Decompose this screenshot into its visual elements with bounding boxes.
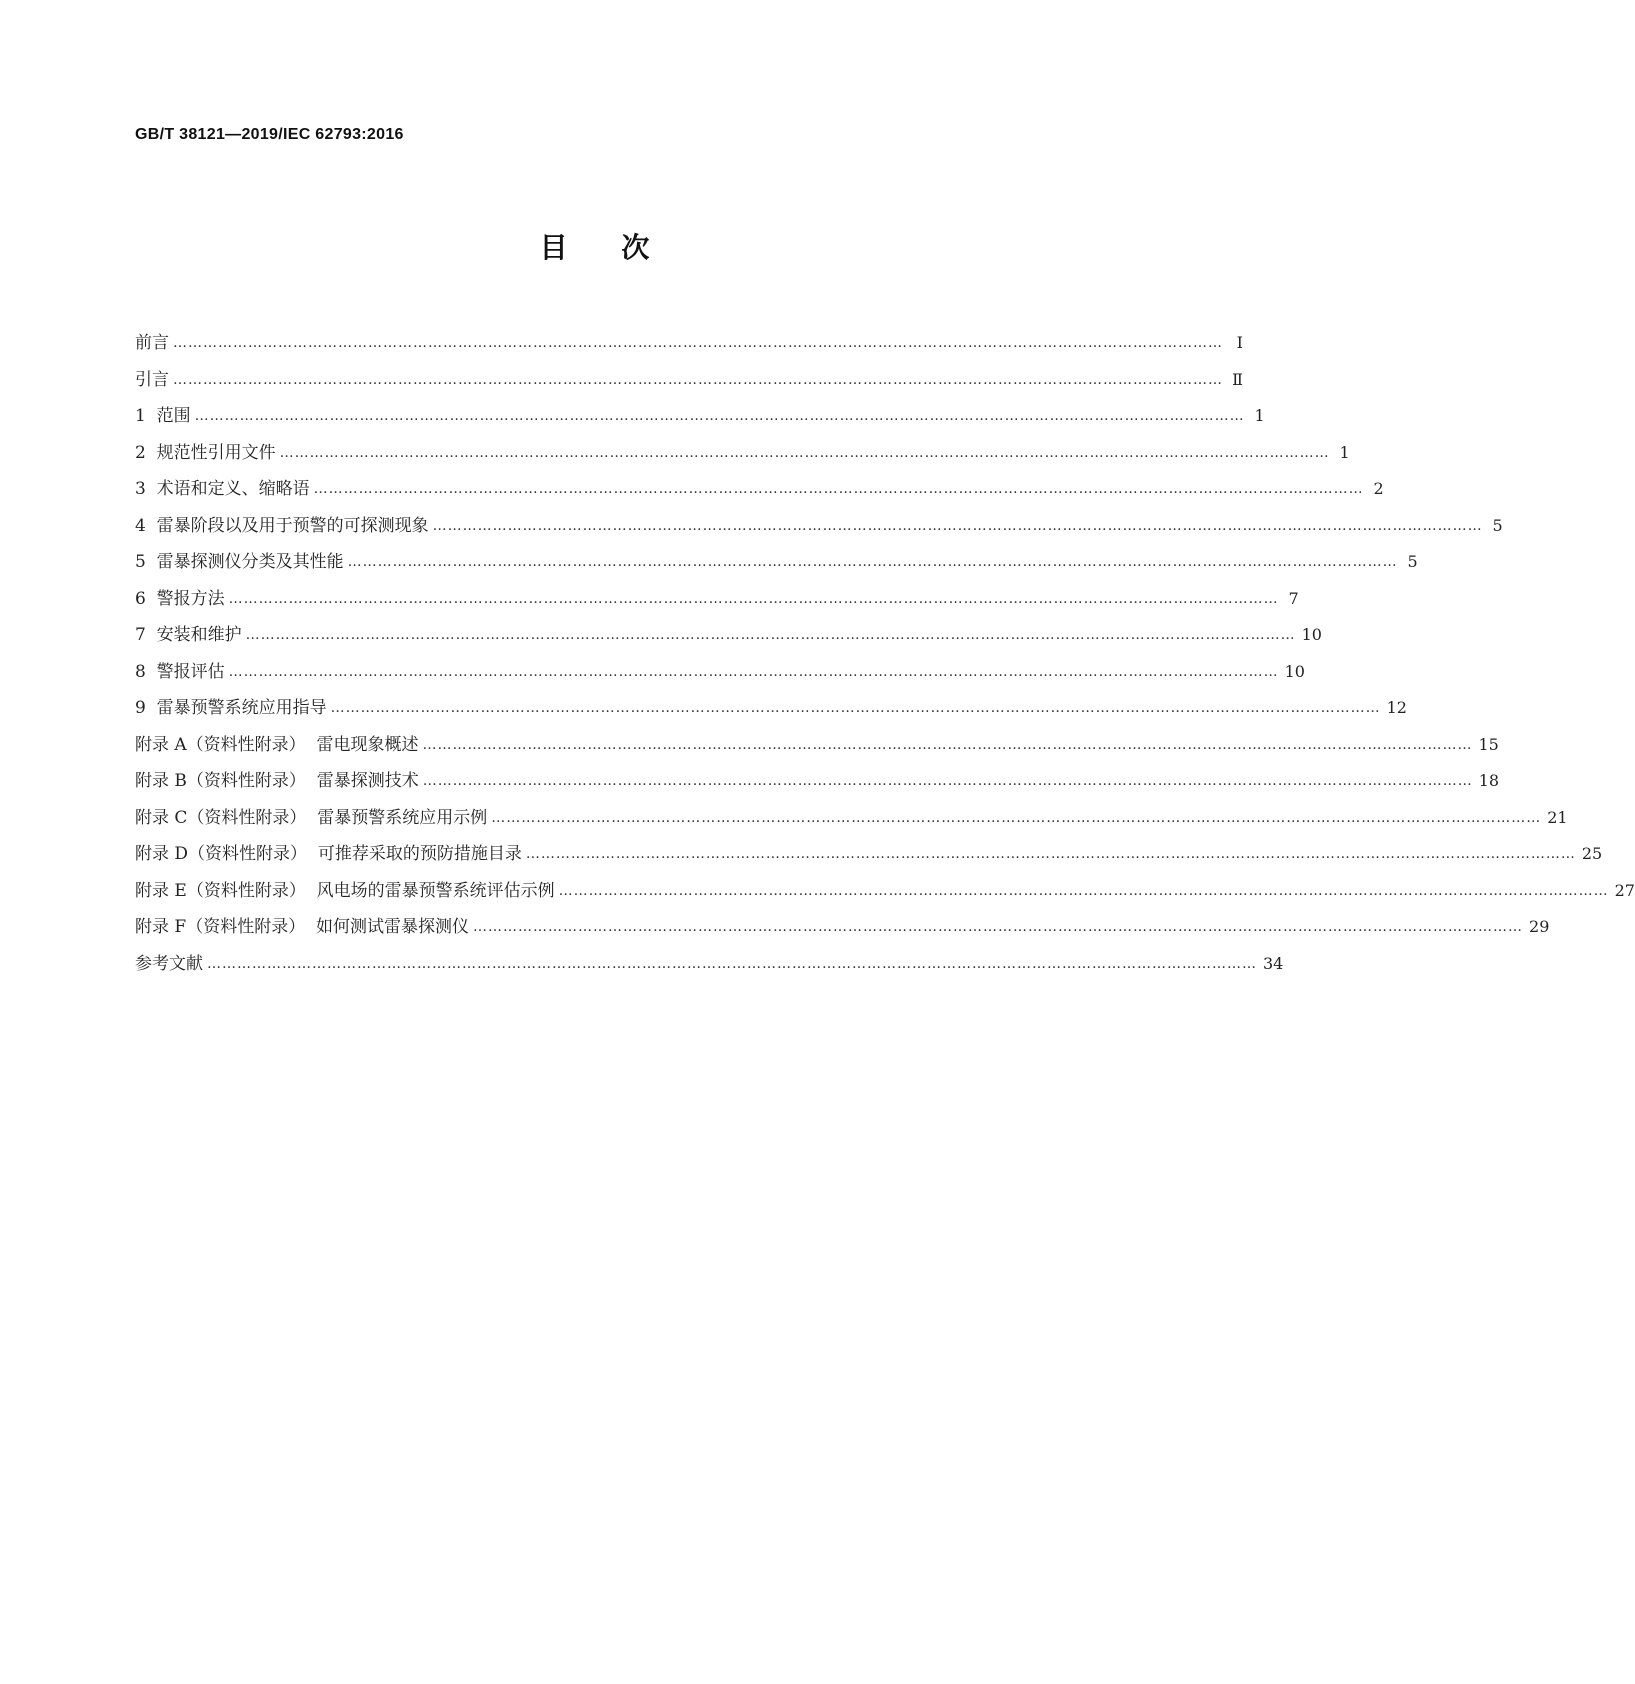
toc-page-number: Ⅰ [1236, 333, 1243, 353]
toc-leader-dots: ………………………………………………………………………………………………………………………………………………………………………………………… [173, 371, 1223, 388]
toc-entry-4[interactable] [135, 508, 1503, 545]
standard-code-header: GB/T 38121—2019/IEC 62793:2016 [135, 126, 404, 143]
toc-leader-dots: ………………………………………………………………………………………………………………………………………………………………………………………… [228, 663, 1279, 680]
toc-entry-label: 4 雷暴阶段以及用于预警的可探测现象 [135, 515, 429, 536]
toc-leader-dots: ………………………………………………………………………………………………………………………………………………………………………………………… [422, 773, 1473, 790]
toc-leader-dots: ………………………………………………………………………………………………………………………………………………………………………………………… [347, 554, 1398, 571]
toc-entry-label: 附录 C（资料性附录） 雷暴预警系统应用示例 [135, 807, 488, 828]
toc-entry-appendix-f[interactable] [135, 909, 1550, 946]
toc-page-number: 7 [1288, 588, 1299, 608]
toc-leader-dots: ………………………………………………………………………………………………………………………………………………………………………………………… [473, 919, 1524, 936]
toc-entry-3[interactable] [135, 471, 1384, 508]
toc-entry-appendix-b[interactable] [135, 763, 1500, 800]
toc-leader-dots: ………………………………………………………………………………………………………………………………………………………………………………………… [491, 809, 1542, 826]
toc-page-number: 34 [1263, 953, 1284, 973]
toc-page-number: 27 [1614, 880, 1635, 900]
toc-page-number: 10 [1301, 625, 1322, 645]
toc-leader-dots: ………………………………………………………………………………………………………………………………………………………………………………………… [525, 846, 1576, 863]
toc-entry-label: 1 范围 [135, 406, 191, 427]
toc-page-number: 10 [1284, 661, 1305, 681]
toc-entry-label: 3 术语和定义、缩略语 [135, 479, 310, 500]
toc-entry-label: 附录 A（资料性附录） 雷电现象概述 [135, 734, 419, 755]
toc-entry-2[interactable] [135, 435, 1350, 472]
toc-leader-dots: ………………………………………………………………………………………………………………………………………………………………………………………… [207, 955, 1257, 972]
toc-entry-label: 2 规范性引用文件 [135, 442, 276, 463]
toc-leader-dots: ………………………………………………………………………………………………………………………………………………………………………………………… [279, 444, 1330, 461]
page-title: 目 次 [539, 231, 652, 264]
toc-page-number: Ⅱ [1232, 369, 1243, 389]
toc-entry-label: 附录 B（资料性附录） 雷暴探测技术 [135, 771, 419, 792]
toc-entry-label: 8 警报评估 [135, 661, 225, 682]
toc-entry-appendix-e[interactable] [135, 873, 1635, 910]
toc-leader-dots: ………………………………………………………………………………………………………………………………………………………………………………………… [313, 481, 1364, 498]
toc-entry-label: 前言 [135, 333, 169, 354]
toc-leader-dots: ………………………………………………………………………………………………………………………………………………………………………………………… [245, 627, 1296, 644]
toc-page-number: 12 [1386, 698, 1407, 718]
toc-page-number: 1 [1339, 442, 1350, 462]
toc-page-number: 18 [1478, 771, 1500, 791]
toc-page-number: 2 [1373, 479, 1384, 499]
toc-entry-9[interactable] [135, 690, 1407, 727]
toc-entry-appendix-d[interactable] [135, 836, 1603, 873]
toc-leader-dots: ………………………………………………………………………………………………………………………………………………………………………………………… [330, 700, 1381, 717]
toc-leader-dots: ………………………………………………………………………………………………………………………………………………………………………………………… [194, 408, 1245, 425]
table-of-contents [135, 325, 1635, 982]
toc-leader-dots: ………………………………………………………………………………………………………………………………………………………………………………………… [228, 590, 1279, 607]
toc-leader-dots: ………………………………………………………………………………………………………………………………………………………………………………………… [422, 736, 1473, 753]
toc-page-number: 1 [1254, 406, 1265, 426]
toc-page-number: 15 [1478, 734, 1499, 754]
toc-leader-dots: ………………………………………………………………………………………………………………………………………………………………………………………… [173, 335, 1223, 352]
toc-entry-label: 附录 F（资料性附录） 如何测试雷暴探测仪 [135, 917, 470, 938]
toc-entry-label: 5 雷暴探测仪分类及其性能 [135, 552, 344, 573]
toc-entry-label: 附录 D（资料性附录） 可推荐采取的预防措施目录 [135, 844, 522, 865]
toc-entry-foreword[interactable] [135, 325, 1243, 362]
toc-entry-label: 引言 [135, 369, 169, 390]
toc-entry-label: 6 警报方法 [135, 588, 225, 609]
toc-entry-1[interactable] [135, 398, 1265, 435]
toc-entry-5[interactable] [135, 544, 1418, 581]
toc-entry-8[interactable] [135, 654, 1305, 691]
toc-entry-introduction[interactable] [135, 362, 1243, 399]
toc-entry-appendix-a[interactable] [135, 727, 1499, 764]
toc-page-number: 29 [1529, 917, 1550, 937]
toc-page-number: 25 [1581, 844, 1603, 864]
toc-page-number: 5 [1492, 515, 1503, 535]
toc-page-number: 21 [1547, 807, 1568, 827]
toc-entry-label: 参考文献 [135, 953, 203, 974]
toc-entry-references[interactable] [135, 946, 1284, 983]
toc-entry-label: 7 安装和维护 [135, 625, 242, 646]
toc-entry-7[interactable] [135, 617, 1322, 654]
toc-entry-6[interactable] [135, 581, 1299, 618]
toc-leader-dots: ………………………………………………………………………………………………………………………………………………………………………………………… [558, 882, 1609, 899]
toc-entry-label: 9 雷暴预警系统应用指导 [135, 698, 327, 719]
toc-leader-dots: ………………………………………………………………………………………………………………………………………………………………………………………… [432, 517, 1483, 534]
toc-entry-label: 附录 E（资料性附录） 风电场的雷暴预警系统评估示例 [135, 880, 555, 901]
toc-page-number: 5 [1407, 552, 1418, 572]
toc-entry-appendix-c[interactable] [135, 800, 1568, 837]
